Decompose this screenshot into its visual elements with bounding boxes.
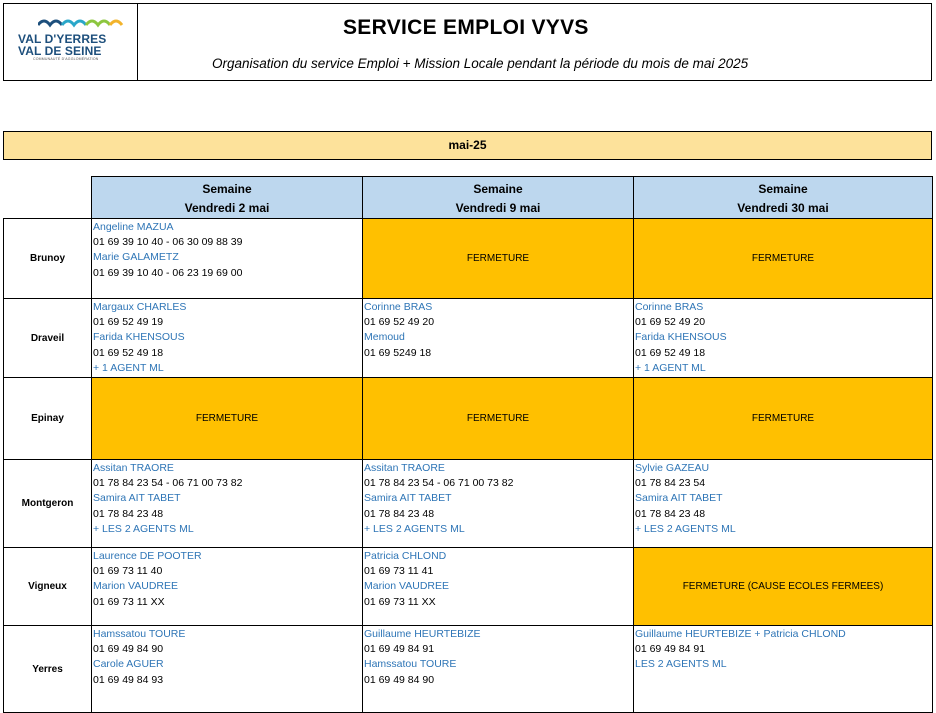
column-header [633,176,933,219]
column-header-line1: Semaine [202,182,252,196]
phone-number: 01 78 84 23 48 [93,507,164,520]
staff-cell [633,298,933,378]
logo-subtext: COMMUNAUTÉ D'AGGLOMÉRATION [33,57,99,61]
staff-name: + LES 2 AGENTS ML [93,522,194,535]
staff-name: Sylvie GAZEAU [635,462,710,474]
staff-name: Carole AGUER [93,658,164,671]
phone-number: 01 78 84 23 54 - 06 71 00 73 82 [364,477,514,490]
closed-cell [362,377,634,460]
closure-label: FERMETURE [195,413,259,424]
closure-label: FERMETURE (CAUSE ECOLES FERMEES) [682,581,884,592]
phone-number: 01 69 52 49 18 [635,346,706,359]
phone-number: 01 69 52 49 18 [93,346,164,359]
staff-name: Hamssatou TOURE [93,628,186,640]
phone-number: 01 78 84 23 54 [635,477,706,490]
table-corner [3,176,92,219]
phone-number: 01 69 49 84 93 [93,673,164,686]
logo-text-line2: VAL DE SEINE [18,44,102,58]
city-cell [3,377,92,460]
staff-name: Marie GALAMETZ [93,251,179,264]
city-cell [3,547,92,626]
logo [3,3,137,81]
staff-cell [633,459,933,548]
staff-name: Corinne BRAS [635,301,704,313]
staff-name: Guillaume HEURTEBIZE + Patricia CHLOND [635,628,846,640]
phone-number: 01 69 49 84 90 [364,673,435,686]
staff-name: Hamssatou TOURE [364,658,457,671]
phone-number: 01 69 52 49 20 [635,316,706,329]
column-header-line1: Semaine [473,182,523,196]
city-label: Brunoy [30,253,65,264]
staff-name: Margaux CHARLES [93,301,187,313]
phone-number: 01 69 49 84 90 [93,643,164,656]
staff-name: Angeline MAZUA [93,221,174,233]
staff-name: Assitan TRAORE [93,462,174,474]
staff-cell [362,459,634,548]
page-title: SERVICE EMPLOI VYVS [343,16,589,39]
phone-number: 01 78 84 23 48 [364,507,435,520]
month-header: mai-25 [3,131,932,160]
phone-number: 01 78 84 23 54 - 06 71 00 73 82 [93,477,243,490]
staff-name: Farida KHENSOUS [635,331,727,344]
city-cell [3,625,92,713]
staff-name: Marion VAUDREE [93,580,178,593]
staff-name: + 1 AGENT ML [635,361,706,374]
staff-cell [362,298,634,378]
closure-label: FERMETURE [751,253,815,264]
staff-name: Corinne BRAS [364,301,433,313]
phone-number: 01 69 49 84 91 [635,643,706,656]
staff-cell [91,298,363,378]
phone-number: 01 69 49 84 91 [364,643,435,656]
staff-cell [362,625,634,713]
staff-name: Samira AIT TABET [364,492,452,505]
staff-name: + LES 2 AGENTS ML [364,522,465,535]
city-label: Montgeron [21,498,74,509]
closure-label: FERMETURE [751,413,815,424]
city-cell [3,218,92,299]
staff-name: Samira AIT TABET [635,492,723,505]
column-header-line2: Vendredi 30 mai [737,201,829,215]
logo-text-line1: VAL D'YERRES [18,32,107,46]
staff-cell [91,547,363,626]
phone-number: 01 69 5249 18 [364,346,432,359]
closed-cell [362,218,634,299]
closed-cell [91,377,363,460]
closure-label: FERMETURE [466,413,530,424]
phone-number: 01 69 39 10 40 - 06 30 09 88 39 [93,236,243,249]
city-cell [3,298,92,378]
staff-cell [91,625,363,713]
column-header [91,176,363,219]
phone-number: 01 69 52 49 19 [93,316,164,329]
staff-cell [91,218,363,299]
staff-name: Memoud [364,331,405,344]
city-label: Yerres [32,663,63,675]
column-header-line2: Vendredi 2 mai [184,201,270,215]
phone-number: 01 69 73 11 41 [364,565,434,578]
title-block [137,3,932,81]
phone-number: 01 69 73 11 40 [93,565,163,578]
column-header-line1: Semaine [758,182,808,196]
closure-label: FERMETURE [466,253,530,264]
closed-cell [633,547,933,626]
staff-name: Samira AIT TABET [93,492,181,505]
staff-name: Assitan TRAORE [364,462,445,474]
schedule-table [3,176,932,712]
staff-name: LES 2 AGENTS ML [635,658,727,671]
waves-logo-icon [38,15,128,29]
city-cell [3,459,92,548]
city-label: Draveil [30,332,65,344]
staff-name: + LES 2 AGENTS ML [635,522,736,535]
phone-number: 01 69 39 10 40 - 06 23 19 69 00 [93,266,243,279]
staff-name: Laurence DE POOTER [93,550,202,562]
staff-name: + 1 AGENT ML [93,361,164,374]
column-header-line2: Vendredi 9 mai [455,201,541,215]
staff-cell [362,547,634,626]
staff-cell [91,459,363,548]
closed-cell [633,377,933,460]
page-subtitle: Organisation du service Emploi + Mission Locale pendant la période du mois de mai 2025 [212,56,749,71]
staff-cell [633,625,933,713]
city-label: Vigneux [28,581,67,592]
closed-cell [633,218,933,299]
phone-number: 01 69 73 11 XX [364,595,436,608]
phone-number: 01 69 73 11 XX [93,595,165,608]
column-header [362,176,634,219]
phone-number: 01 78 84 23 48 [635,507,706,520]
phone-number: 01 69 52 49 20 [364,316,435,329]
city-label: Epinay [31,413,64,424]
staff-name: Farida KHENSOUS [93,331,185,344]
staff-name: Marion VAUDREE [364,580,449,593]
staff-name: Patricia CHLOND [364,550,447,562]
staff-name: Guillaume HEURTEBIZE [364,628,481,640]
